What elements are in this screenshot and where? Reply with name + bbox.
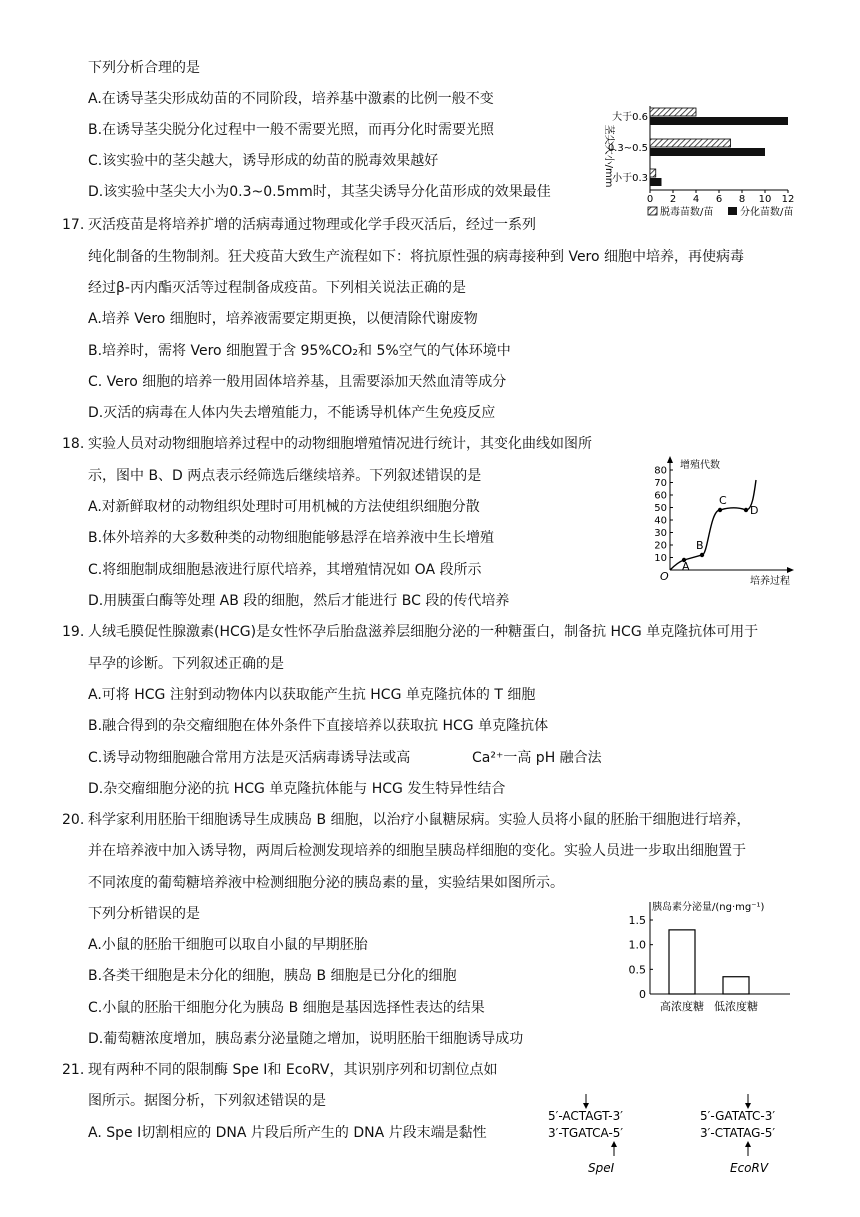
q20-ytick-label: 0: [639, 988, 646, 1001]
q18-stem-2: 示，图中 B、D 两点表示经筛选后继续培养。下列叙述错误的是: [88, 468, 482, 484]
q20-category-label: 低浓度糖: [714, 1000, 758, 1013]
q17-option-a: A.培养 Vero 细胞时，培养液需要定期更换，以便清除代谢废物: [88, 311, 478, 327]
q21-number: 21.: [62, 1062, 85, 1078]
q18-option-a: A.对新鲜取材的动物组织处理时可用机械的方法使组织细胞分散: [88, 499, 480, 515]
q18-ytick-label: 80: [654, 465, 667, 477]
q18-point-label-B: B: [696, 539, 704, 552]
q20-ytick-label: 1.5: [628, 914, 646, 927]
q20-option-a: A.小鼠的胚胎干细胞可以取自小鼠的早期胚胎: [88, 937, 368, 953]
q16-stem-tail: 下列分析合理的是: [88, 60, 200, 76]
q16-chart-ylabel: 茎尖大小/mm: [603, 124, 614, 188]
q18-ytick-label: 10: [654, 553, 667, 564]
q20-stem-2: 并在培养液中加入诱导物，两周后检测发现培养的细胞呈胰岛样细胞的变化。实验人员进一步取出细胞置于: [88, 843, 746, 859]
q18-point-B: [700, 553, 704, 557]
q20-option-b: B.各类干细胞是未分化的细胞，胰岛 B 细胞是已分化的细胞: [88, 968, 457, 984]
q20-option-c: C.小鼠的胚胎干细胞分化为胰岛 B 细胞是基因选择性表达的结果: [88, 1000, 485, 1016]
q16-bar-diff-2: [650, 178, 662, 186]
q18-curve: [670, 480, 759, 570]
q18-option-b: B.体外培养的大多数种类的动物细胞能够悬浮在培养液中生长增殖: [88, 530, 495, 546]
q19-option-c: C.诱导动物细胞融合常用方法是灭活病毒诱导法或高: [88, 750, 411, 766]
eco-top-strand: 5′-GATATC-3′: [700, 1109, 776, 1123]
q18-option-d: D.用胰蛋白酶等处理 AB 段的细胞，然后才能进行 BC 段的传代培养: [88, 593, 510, 609]
q21-stem-1: 现有两种不同的限制酶 Spe Ⅰ和 EcoRV，其识别序列和切割位点如: [88, 1062, 498, 1078]
q21-stem-2: 图所示。据图分析，下列叙述错误的是: [88, 1093, 326, 1109]
q16-option-b: B.在诱导茎尖脱分化过程中一般不需要光照，而再分化时需要光照: [88, 122, 495, 138]
q20-stem-3: 不同浓度的葡萄糖培养液中检测细胞分泌的胰岛素的量，实验结果如图所示。: [88, 875, 564, 891]
q16-legend-diff-swatch: [728, 207, 737, 215]
spe-enzyme-name: SpeⅠ: [588, 1161, 615, 1175]
q19-stem-2: 早孕的诊断。下列叙述正确的是: [88, 656, 284, 672]
q20-ytick-label: 1.0: [628, 938, 646, 952]
q21-restriction-diagram: [536, 1092, 816, 1178]
q16-option-d: D.该实验中茎尖大小为0.3~0.5mm时，其茎尖诱导分化苗形成的效果最佳: [88, 184, 551, 200]
q19-stem-1: 人绒毛膜促性腺激素(HCG)是女性怀孕后胎盘滋养层细胞分泌的一种糖蛋白，制备抗 HCG 单克隆抗体可用于: [88, 624, 759, 640]
q18-ytick-label: 50: [654, 503, 667, 514]
q16-xtick-label: 6: [715, 194, 723, 205]
q17-stem-3: 经过β-丙内酯灭活等过程制备成疫苗。下列相关说法正确的是: [88, 280, 466, 296]
q18-xlabel: 培养过程: [750, 576, 790, 587]
q16-cat-2: 小于0.3: [612, 173, 648, 184]
q18-ytick-label: 30: [654, 528, 667, 539]
q16-xtick-label: 8: [738, 194, 746, 205]
q16-xtick-label: 2: [669, 194, 677, 205]
q16-bar-detox-1: [650, 139, 731, 147]
q16-option-c: C.该实验中的茎尖越大，诱导形成的幼苗的脱毒效果越好: [88, 153, 439, 169]
q16-legend-detox-swatch: [648, 207, 657, 215]
q20-ytick-label: 0.5: [628, 963, 646, 977]
q18-ytick-label: 70: [654, 478, 667, 489]
q17-stem-1: 灭活疫苗是将培养扩增的活病毒通过物理或化学手段灭活后，经过一系列: [88, 217, 536, 233]
q17-option-b: B.培养时，需将 Vero 细胞置于含 95%CO₂和 5%空气的气体环境中: [88, 343, 511, 359]
q20-ylabel: 胰岛素分泌量/(ng·mg⁻¹): [652, 902, 765, 913]
q18-point-D: [744, 508, 748, 512]
q16-bar-detox-2: [650, 169, 656, 177]
q16-legend-diff: 分化苗数/苗: [740, 207, 794, 218]
q18-stem-1: 实验人员对动物细胞培养过程中的动物细胞增殖情况进行统计，其变化曲线如图所: [88, 436, 592, 452]
q17-number: 17.: [62, 217, 85, 233]
q18-ytick-label: 20: [654, 540, 667, 552]
q20-option-d: D.葡萄糖浓度增加，胰岛素分泌量随之增加，说明胚胎干细胞诱导成功: [88, 1031, 524, 1047]
q18-number: 18.: [62, 436, 85, 452]
q16-cat-0: 大于0.6: [612, 112, 648, 123]
q16-bar-detox-0: [650, 108, 696, 116]
q18-point-label-A: A: [682, 560, 690, 573]
q18-origin: O: [660, 570, 669, 583]
q19-option-d: D.杂交瘤细胞分泌的抗 HCG 单克隆抗体能与 HCG 发生特异性结合: [88, 781, 506, 797]
q17-option-c: C. Vero 细胞的培养一般用固体培养基，且需要添加天然血清等成分: [88, 374, 507, 390]
q16-bar-diff-0: [650, 117, 788, 125]
q19-number: 19.: [62, 624, 85, 640]
q20-category-label: 高浓度糖: [660, 1000, 704, 1013]
spe-top-strand: 5′-ACTAGT-3′: [548, 1109, 623, 1123]
q18-ylabel: 增殖代数: [680, 460, 720, 471]
q20-number: 20.: [62, 812, 85, 828]
q16-option-a: A.在诱导茎尖形成幼苗的不同阶段，培养基中激素的比例一般不变: [88, 91, 494, 107]
q19-option-c-tail: Ca²⁺一高 pH 融合法: [472, 750, 602, 766]
eco-enzyme-name: EcoRV: [730, 1161, 769, 1175]
q18-option-c: C.将细胞制成细胞悬液进行原代培养，其增殖情况如 OA 段所示: [88, 562, 482, 578]
q18-point-label-C: C: [719, 494, 727, 507]
spe-bottom-strand: 3′-TGATCA-5′: [548, 1126, 624, 1140]
q19-option-b: B.融合得到的杂交瘤细胞在体外条件下直接培养以获取抗 HCG 单克隆抗体: [88, 718, 549, 734]
q20-insulin-chart: [620, 896, 800, 1016]
q18-growth-chart: [640, 452, 800, 590]
q16-xtick-label: 0: [646, 194, 654, 205]
q20-stem-1: 科学家利用胚胎干细胞诱导生成胰岛 B 细胞，以治疗小鼠糖尿病。实验人员将小鼠的胚胎干细胞进行培养，: [88, 812, 751, 828]
q18-ytick-label: 60: [654, 490, 667, 502]
q20-bar-0: [669, 930, 695, 994]
q16-xtick-label: 12: [781, 194, 795, 205]
q16-legend-detox: 脱毒苗数/苗: [660, 207, 714, 218]
q20-stem-4: 下列分析错误的是: [88, 906, 200, 922]
q16-bar-diff-1: [650, 148, 765, 156]
q16-cat-1: 0.3~0.5: [607, 143, 648, 154]
q17-option-d: D.灭活的病毒在人体内失去增殖能力，不能诱导机体产生免疫反应: [88, 405, 496, 421]
eco-bottom-strand: 3′-CTATAG-5′: [700, 1126, 776, 1140]
q21-option-a: A. Spe Ⅰ切割相应的 DNA 片段后所产生的 DNA 片段末端是黏性: [88, 1125, 487, 1141]
q18-point-C: [718, 508, 722, 512]
q19-option-a: A.可将 HCG 注射到动物体内以获取能产生抗 HCG 单克隆抗体的 T 细胞: [88, 687, 536, 703]
q18-point-label-D: D: [750, 504, 759, 517]
q16-xtick-label: 10: [758, 194, 772, 205]
q17-stem-2: 纯化制备的生物制剂。狂犬疫苗大致生产流程如下：将抗原性强的病毒接种到 Vero 细胞中培养，再使病毒: [88, 249, 745, 265]
q16-xtick-label: 4: [692, 194, 700, 205]
q18-ytick-label: 40: [654, 515, 667, 527]
q16-bar-chart: [588, 100, 804, 224]
q20-bar-1: [723, 977, 749, 994]
